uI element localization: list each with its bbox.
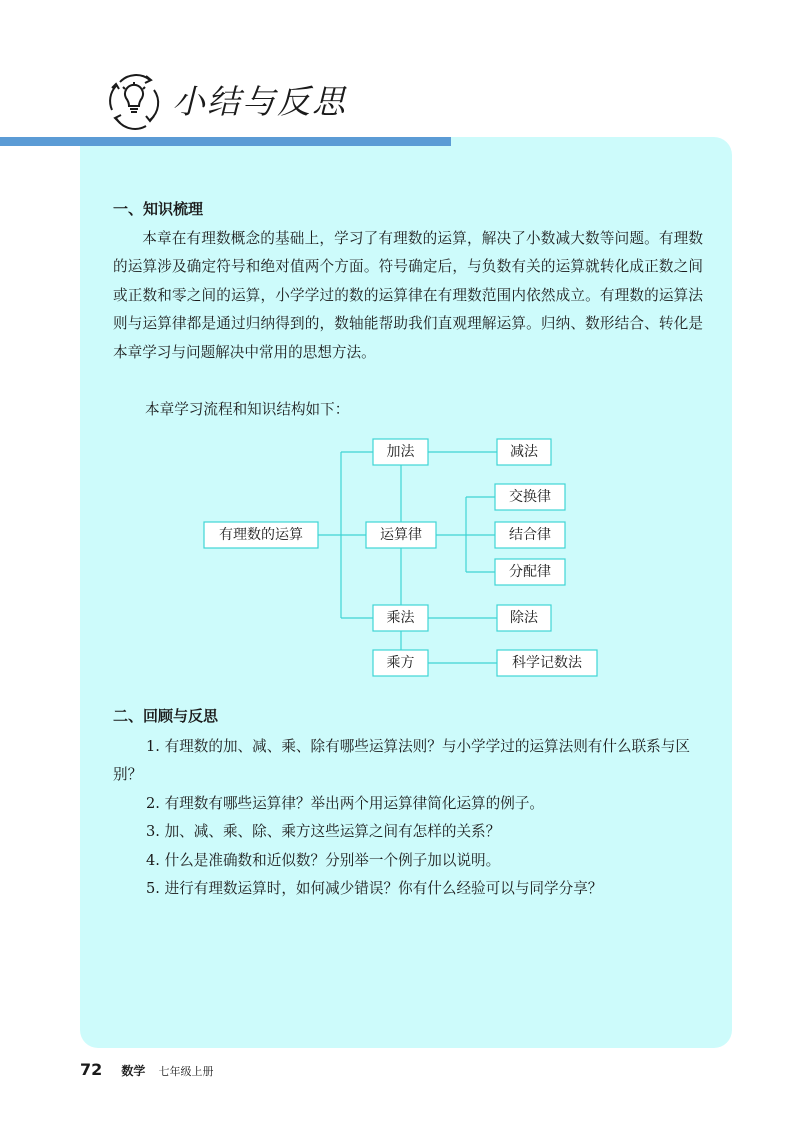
summary-paragraph: 本章在有理数概念的基础上，学习了有理数的运算，解决了小数减大数等问题。有理数的运算涉及确定符号和绝对值两个方面。符号确定后，与负数有关的运算就转化成正数之间或正数和零之间的运算，小学学过的数的运算律在有理数范围内依然成立。有理数的运算法则与运算律都是通过归纳得到的，数轴能帮助我们直观理解运算。归纳、数形结合、转化是本章学习与问题解决中常用的思想方法。 bbox=[113, 230, 703, 361]
section-heading-knowledge: 一、知识梳理 bbox=[113, 200, 204, 218]
page-footer bbox=[80, 1060, 213, 1079]
review-question: 5. 进行有理数运算时，如何减少错误？你有什么经验可以与同学分享？ bbox=[146, 880, 603, 898]
node-div-label: 除法 bbox=[510, 610, 538, 626]
structure-intro: 本章学习流程和知识结构如下： bbox=[145, 401, 350, 418]
node-commutative-label: 交换律 bbox=[509, 489, 551, 505]
node-sub-label: 减法 bbox=[510, 444, 538, 460]
review-question: 2. 有理数有哪些运算律？举出两个用运算律简化运算的例子。 bbox=[146, 794, 545, 812]
review-question: 4. 什么是准确数和近似数？分别举一个例子加以说明。 bbox=[146, 851, 501, 869]
node-sci-label: 科学记数法 bbox=[512, 655, 582, 671]
node-pow-label: 乘方 bbox=[386, 655, 415, 671]
node-add-label: 加法 bbox=[386, 444, 415, 460]
node-laws-label: 运算律 bbox=[380, 527, 422, 543]
page-title: 小结与反思 bbox=[172, 82, 347, 121]
review-question: 3. 加、减、乘、除、乘方这些运算之间有怎样的关系？ bbox=[146, 823, 501, 841]
node-associative-label: 结合律 bbox=[509, 527, 551, 543]
page-number: 72 bbox=[80, 1060, 103, 1079]
section-heading-review: 二、回顾与反思 bbox=[113, 707, 219, 725]
review-question-list bbox=[113, 733, 713, 903]
review-question: 1. 有理数的加、减、乘、除有哪些运算法则？与小学学过的运算法则有什么联系与区别？ bbox=[113, 738, 690, 784]
grade-label: 七年级上册 bbox=[158, 1065, 214, 1078]
node-root-label: 有理数的运算 bbox=[219, 527, 303, 543]
node-mul-label: 乘法 bbox=[386, 610, 415, 626]
node-distributive-label: 分配律 bbox=[509, 564, 551, 580]
subject-label: 数学 bbox=[121, 1064, 146, 1078]
header-accent-bar bbox=[0, 137, 451, 146]
